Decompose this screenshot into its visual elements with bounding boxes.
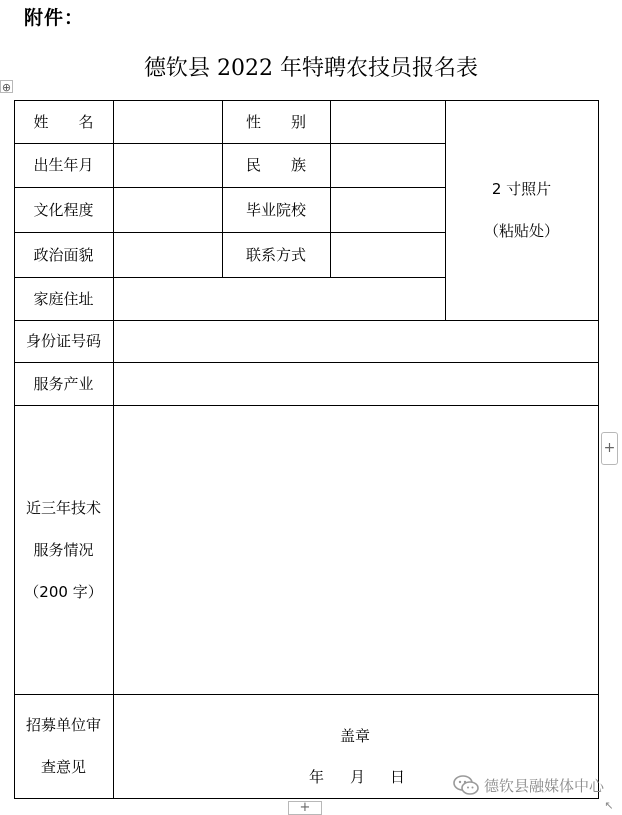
review-label-line2: 查意见	[40, 758, 86, 776]
table-border-bottom	[14, 798, 599, 799]
address-value-cell[interactable]	[113, 277, 445, 320]
education-label: 文化程度	[33, 200, 94, 219]
page-title: 德钦县 2022 年特聘农技员报名表	[144, 56, 478, 81]
education-value-cell[interactable]	[113, 187, 222, 232]
id-value-cell[interactable]	[113, 320, 598, 362]
experience-label-line2: 服务情况	[33, 540, 94, 559]
experience-label-line3: （200 字）	[24, 582, 103, 601]
photo-cell[interactable]	[445, 100, 598, 320]
industry-value-cell[interactable]	[113, 362, 598, 405]
contact-label: 联系方式	[245, 245, 306, 264]
school-label: 毕业院校	[245, 200, 306, 219]
review-label-line1: 招募单位审	[25, 716, 101, 734]
gender-value-cell[interactable]	[330, 100, 445, 143]
watermark-text: 德钦县融媒体中心	[484, 776, 605, 795]
day-label: 日	[390, 768, 406, 786]
political-label: 政治面貌	[33, 245, 94, 264]
birth-value-cell[interactable]	[113, 143, 222, 187]
wechat-icon	[452, 774, 480, 796]
school-value-cell[interactable]	[330, 187, 445, 232]
experience-value-cell[interactable]	[113, 405, 598, 694]
seal-label: 盖章	[340, 727, 371, 745]
gender-label: 性 别	[245, 112, 306, 131]
table-resize-handle-icon[interactable]: ↖	[604, 799, 614, 812]
experience-label-line1: 近三年技术	[25, 498, 101, 517]
add-row-button[interactable]: +	[288, 801, 322, 815]
name-value-cell[interactable]	[113, 100, 222, 143]
attachment-label: 附件：	[24, 7, 85, 29]
name-label: 姓 名	[33, 112, 94, 131]
contact-value-cell[interactable]	[330, 232, 445, 277]
experience-label	[14, 405, 113, 694]
table-border-right	[598, 100, 599, 799]
ethnicity-label: 民 族	[245, 156, 306, 174]
photo-label-line2: （粘贴处）	[483, 222, 559, 240]
year-label: 年	[309, 768, 325, 786]
id-label: 身份证号码	[25, 332, 101, 350]
watermark	[452, 773, 604, 797]
political-value-cell[interactable]	[113, 232, 222, 277]
table-move-handle-icon[interactable]: ⊕	[1, 81, 12, 94]
industry-label: 服务产业	[33, 374, 94, 393]
add-column-button[interactable]: +	[601, 432, 618, 465]
review-label	[14, 694, 113, 798]
photo-label-line1: 2 寸照片	[491, 180, 552, 198]
address-label: 家庭住址	[33, 289, 94, 308]
ethnicity-value-cell[interactable]	[330, 143, 445, 187]
birth-label: 出生年月	[33, 156, 94, 174]
month-label: 月	[350, 768, 366, 786]
